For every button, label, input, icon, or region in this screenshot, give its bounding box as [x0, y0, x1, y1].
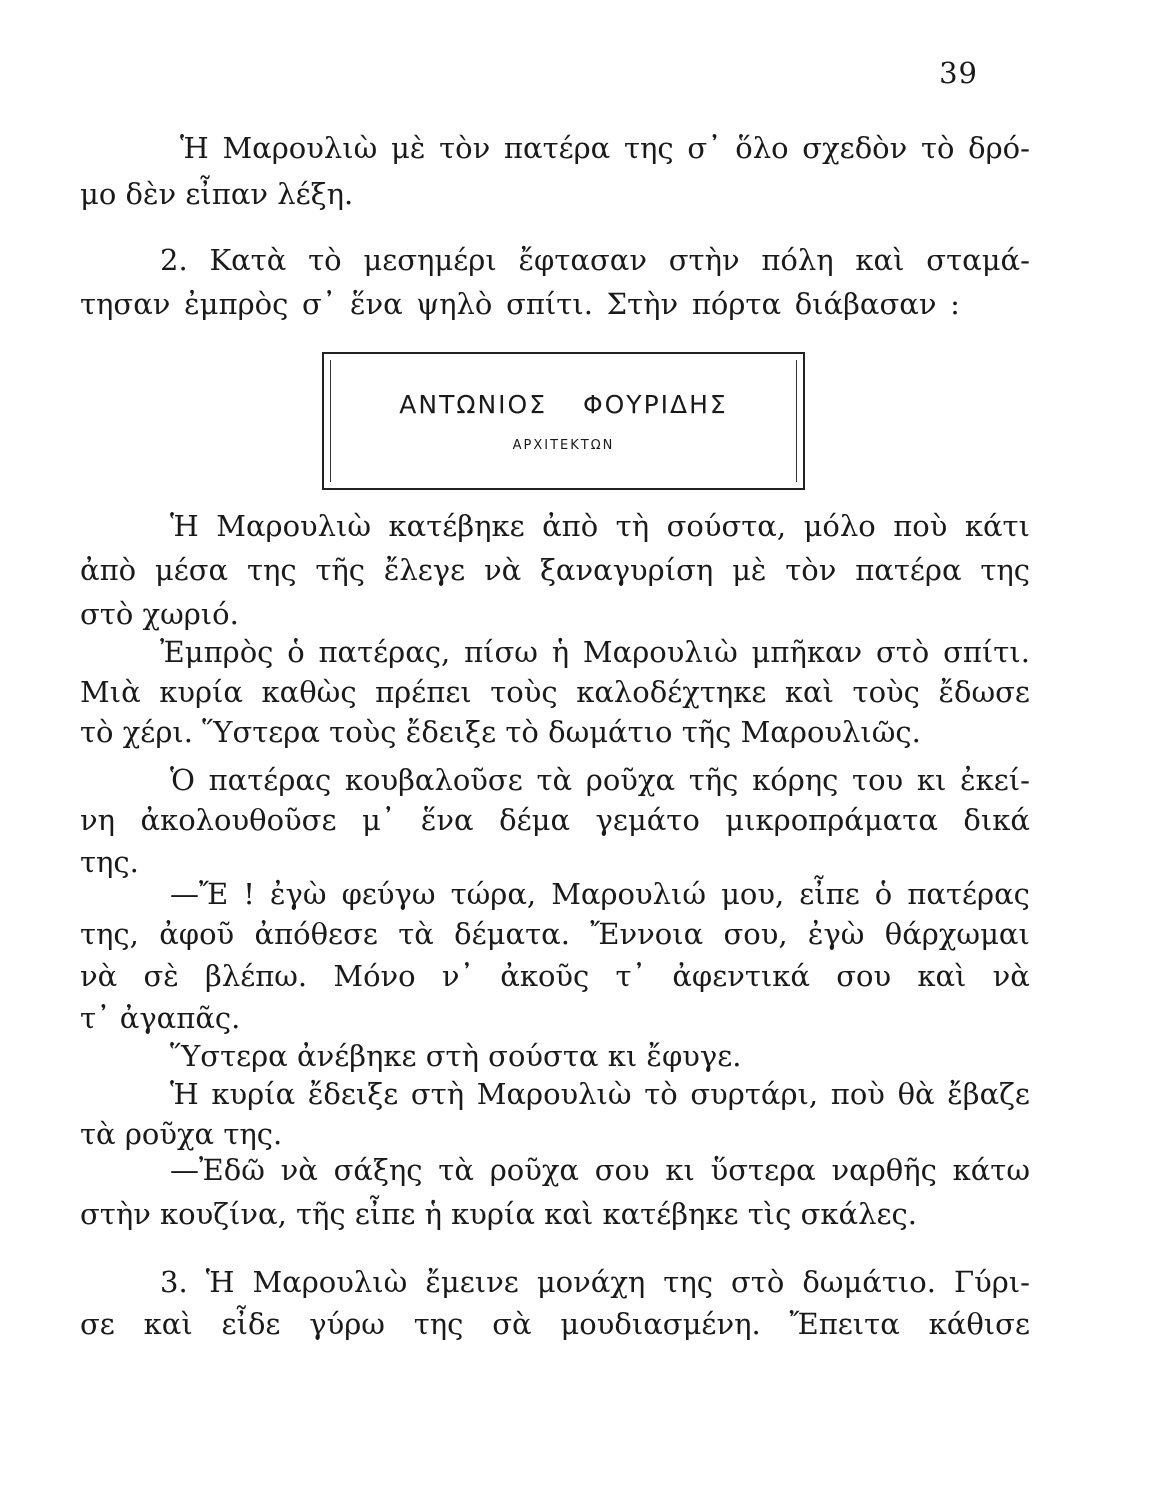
word: ψηλὸ — [416, 287, 493, 321]
sign-box — [322, 352, 805, 490]
word: τὰ — [438, 1153, 474, 1187]
word: Ἐμπρὸς — [160, 635, 274, 669]
word: —Ἔ — [170, 877, 229, 911]
word: φεύγω — [341, 877, 436, 911]
word: καὶ — [784, 675, 834, 709]
word: τοὺς — [852, 675, 920, 709]
word: ἔδωσε — [938, 675, 1030, 709]
word: στὴν — [668, 243, 740, 277]
word: τὸν — [439, 131, 491, 165]
text-line: μο δὲν εἶπαν λέξη. — [80, 177, 354, 211]
word: καλοδέχτηκε — [576, 675, 767, 709]
word: ἀκοῦς — [500, 959, 590, 993]
text-line — [80, 128, 1030, 168]
word: τῆς — [315, 553, 366, 587]
text-line: Ὕστερα ἀνέβηκε στὴ σούστα κι ἔφυγε. — [170, 1039, 742, 1073]
word: ὁ — [874, 877, 893, 911]
word: σ᾽ — [302, 287, 337, 321]
sign-inner-frame — [330, 360, 797, 482]
word: σου — [594, 1153, 650, 1187]
word: ἀπὸ — [542, 509, 599, 543]
text-line — [80, 506, 1030, 546]
word: σπίτι. — [506, 287, 593, 321]
word: ὕστερα — [710, 1153, 816, 1187]
word: του — [852, 763, 904, 797]
word: Στὴν — [606, 287, 679, 321]
word: ἐκεί- — [960, 763, 1030, 797]
word: Ὁ — [170, 763, 195, 797]
text-line: τὸ χέρι. Ὕστερα τοὺς ἔδειξε τὸ δωμάτιο τῆς Μαρουλιῶς. — [80, 715, 921, 749]
word: της — [246, 553, 297, 587]
word: σάξης — [333, 1153, 423, 1187]
word: Ἡ — [170, 1077, 199, 1111]
word: της — [413, 1307, 464, 1341]
word: Ἔπειτα — [789, 1307, 900, 1341]
word: στὸ — [730, 1265, 785, 1299]
word: ποὺ — [893, 509, 948, 543]
sign-name: ΑΝΤΩΝΙΟΣ ΦΟΥΡΙΔΗΣ — [399, 390, 728, 419]
word: Κατὰ — [209, 243, 287, 277]
word: μ᾽ — [362, 803, 396, 837]
text-line — [80, 760, 1030, 800]
word: τὸν — [785, 553, 837, 587]
word: σὲ — [143, 959, 179, 993]
word: 3. — [160, 1265, 188, 1299]
word: κι — [665, 1153, 695, 1187]
word: σὰ — [492, 1307, 532, 1341]
word: ἀφεντικά — [672, 959, 810, 993]
text-line — [80, 240, 1030, 280]
word: δικά — [963, 803, 1030, 837]
word: βλέπω. — [205, 959, 308, 993]
word: μουδιασμένη. — [560, 1307, 761, 1341]
word: ἔβαζε — [947, 1077, 1030, 1111]
text-line — [80, 632, 1030, 672]
word: δωμάτιο. — [802, 1265, 936, 1299]
text-line — [80, 672, 1030, 712]
word: Μαρουλιὼ — [222, 131, 378, 165]
word: σε — [80, 1307, 115, 1341]
word: γεμάτο — [595, 803, 700, 837]
word: νὰ — [80, 959, 118, 993]
word: ὅλο — [735, 131, 789, 165]
word: ἐμπρὸς — [184, 287, 289, 321]
word: ἀκολουθοῦσε — [140, 803, 337, 837]
text-line — [80, 956, 1030, 996]
word: ἔλεγε — [383, 553, 466, 587]
word: μεσημέρι — [363, 243, 497, 277]
word: σου, — [723, 917, 788, 951]
word: πατέρα — [503, 131, 611, 165]
text-line: στὸ χωριό. — [80, 597, 239, 631]
word: πατέρας, — [318, 635, 451, 669]
word: τὸ — [644, 1077, 678, 1111]
word: τώρα, — [450, 877, 537, 911]
word: ἐγὼ — [270, 877, 327, 911]
word: μὲ — [390, 131, 426, 165]
word: σπίτι. — [943, 635, 1030, 669]
text-line: στὴν κουζίνα, τῆς εἶπε ἡ κυρία καὶ κατέβηκε τὶς σκάλες. — [80, 1197, 917, 1231]
word: κουβαλοῦσε — [344, 763, 523, 797]
word: διάβασαν — [794, 287, 937, 321]
word: της — [623, 131, 674, 165]
word: καὶ — [143, 1307, 193, 1341]
text-line — [80, 800, 1030, 840]
text-line: τ᾽ ἀγαπᾶς. — [80, 1001, 241, 1035]
word: καθὼς — [261, 675, 357, 709]
word: —Ἐδῶ — [170, 1153, 265, 1187]
word: ν᾽ — [441, 959, 475, 993]
word: σούστα, — [666, 509, 787, 543]
word: τὸ — [920, 131, 955, 165]
word: τὴ — [615, 509, 650, 543]
word: Μαρουλιὼ — [216, 509, 372, 543]
word: Μαρουλιὼ — [476, 1077, 632, 1111]
word: ἀπὸ — [80, 553, 137, 587]
word: εἶπε — [799, 877, 860, 911]
text-line — [80, 1262, 1030, 1302]
word: νὰ — [280, 1153, 318, 1187]
text-line — [80, 550, 1030, 590]
word: μὲ — [732, 553, 767, 587]
word: θὰ — [897, 1077, 935, 1111]
word: Μαρουλιὼ — [582, 635, 738, 669]
word: κι — [916, 763, 947, 797]
word: μπῆκαν — [751, 635, 863, 669]
word: πίσω — [464, 635, 538, 669]
word: τὸ — [308, 243, 342, 277]
word: ροῦχα — [585, 763, 676, 797]
word: κάτι — [964, 509, 1030, 543]
word: ἔδειξε — [307, 1077, 399, 1111]
word: ἕνα — [420, 803, 474, 837]
text-line — [80, 284, 960, 324]
word: μικροπράματα — [725, 803, 938, 837]
word: της — [980, 553, 1030, 587]
word: πρέπει — [375, 675, 472, 709]
word: δέματα. — [454, 917, 570, 951]
word: κόρης — [752, 763, 839, 797]
word: στὸ — [875, 635, 930, 669]
word: πατέρας — [208, 763, 332, 797]
word: της — [663, 1265, 713, 1299]
word: ξαναγυρίση — [539, 553, 714, 587]
word: δέμα — [499, 803, 571, 837]
word: ναρθῆς — [831, 1153, 937, 1187]
word: καὶ — [855, 243, 905, 277]
word: Μόνο — [333, 959, 416, 993]
word: Μαρουλιὼ — [252, 1265, 408, 1299]
word: εἶδε — [221, 1307, 281, 1341]
text-line: τὰ ροῦχα της. — [80, 1117, 283, 1151]
word: κάτω — [952, 1153, 1030, 1187]
word: Γύρι- — [953, 1265, 1030, 1299]
word: της, — [80, 917, 139, 951]
word: τῆς — [688, 763, 739, 797]
word: σ᾽ — [687, 131, 722, 165]
word: Μιὰ — [80, 675, 141, 709]
word: τοὺς — [490, 675, 558, 709]
word: καὶ — [917, 959, 967, 993]
word: Ἔννοια — [590, 917, 704, 951]
word: ἕνα — [349, 287, 403, 321]
word: στὴ — [410, 1077, 465, 1111]
word: τησαν — [80, 287, 171, 321]
text-line — [80, 1304, 1030, 1344]
word: : — [950, 287, 960, 321]
word: ὁ — [287, 635, 305, 669]
word: ποὺ — [830, 1077, 885, 1111]
word: μέσα — [154, 553, 229, 587]
word: ἀπόθεσε — [254, 917, 378, 951]
word: τὰ — [536, 763, 573, 797]
word: ἡ — [551, 635, 570, 669]
word: Ἡ — [205, 1265, 235, 1299]
word: ἔφτασαν — [518, 243, 647, 277]
word: τὰ — [398, 917, 434, 951]
word: κάθισε — [928, 1307, 1030, 1341]
word: πατέρα — [855, 553, 962, 587]
word: ! — [243, 877, 255, 911]
word: τ᾽ — [615, 959, 647, 993]
word: Μαρουλιώ — [551, 877, 707, 911]
page-number: 39 — [939, 56, 978, 90]
sign-title: ΑΡΧΙΤΕΚΤΩΝ — [512, 438, 615, 453]
text-line — [80, 1074, 1030, 1114]
word: ἔμεινε — [425, 1265, 519, 1299]
text-line — [80, 874, 1030, 914]
text-line — [80, 914, 1030, 954]
word: πόρτα — [691, 287, 782, 321]
word: Ἡ — [180, 131, 209, 165]
word: μονάχη — [536, 1265, 646, 1299]
word: γύρω — [309, 1307, 385, 1341]
word: πατέρας — [907, 877, 1030, 911]
word: νὰ — [483, 553, 522, 587]
word: δρό- — [968, 131, 1030, 165]
word: ἐγὼ — [807, 917, 865, 951]
word: σου — [836, 959, 892, 993]
word: κυρία — [159, 675, 243, 709]
word: θάρχωμαι — [884, 917, 1030, 951]
word: σχεδὸν — [802, 131, 908, 165]
word: πόλη — [761, 243, 834, 277]
word: μόλο — [803, 509, 876, 543]
word: κατέβηκε — [388, 509, 525, 543]
text-line — [80, 1150, 1030, 1190]
word: 2. — [160, 243, 188, 277]
word: κυρία — [211, 1077, 296, 1111]
text-line: της. — [80, 845, 139, 879]
word: ἀφοῦ — [159, 917, 235, 951]
word: σταμά- — [926, 243, 1030, 277]
word: μου, — [721, 877, 785, 911]
word: νη — [80, 803, 116, 837]
word: συρτάρι, — [690, 1077, 819, 1111]
word: νὰ — [992, 959, 1030, 993]
word: Ἡ — [170, 509, 199, 543]
word: ροῦχα — [489, 1153, 579, 1187]
